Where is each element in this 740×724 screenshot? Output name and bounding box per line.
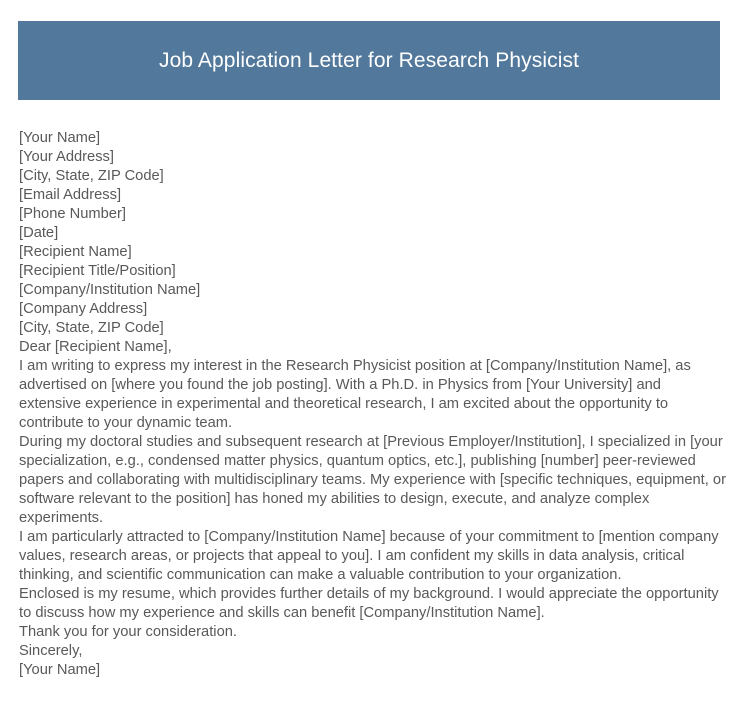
recipient-city-state-zip-line: [City, State, ZIP Code] — [19, 320, 164, 336]
closing-line: Sincerely, — [19, 643, 83, 659]
sender-address-line: [Your Address] — [19, 149, 114, 165]
recipient-title-line: [Recipient Title/Position] — [19, 263, 176, 279]
letter-paragraph-3: I am particularly attracted to [Company/Institution Name] because of your commitment to [mention company values, research areas, or projects that appeal to you]. I am confident my skills in data analysis, critical thinking, and scientific communication can make a valuable contribution to your organization. — [19, 529, 719, 583]
letter-paragraph-4: Enclosed is my resume, which provides further details of my background. I would appreciate the opportunity to discuss how my experience and skills can benefit [Company/Institution Name]. — [19, 586, 719, 621]
letter-paragraph-2: During my doctoral studies and subsequent research at [Previous Employer/Institution], I specialized in [your specialization, e.g., condensed matter physics, quantum optics, etc.], publishing [number] peer-reviewed papers and collaborating with multidisciplinary teams. My experience with [specific techniques, equipment, or software relevant to the position] has honed my abilities to design, execute, and analyze complex experiments. — [19, 434, 726, 526]
recipient-company-line: [Company/Institution Name] — [19, 282, 201, 298]
sender-name-line: [Your Name] — [19, 130, 101, 146]
signature-line: [Your Name] — [19, 662, 101, 678]
letter-paragraph-1: I am writing to express my interest in the Research Physicist position at [Company/Institution Name], as advertised on [where you found the job posting]. With a Ph.D. in Physics from [Your University] and extensive experience in experimental and theoretical research, I am excited about the opportunity to contribute to your dynamic team. — [19, 358, 691, 431]
date-line: [Date] — [19, 225, 59, 241]
sender-city-state-zip-line: [City, State, ZIP Code] — [19, 168, 164, 184]
page-title: Job Application Letter for Research Physicist — [158, 48, 580, 72]
letter-body — [19, 129, 727, 680]
sender-email-line: [Email Address] — [19, 187, 122, 203]
recipient-name-line: [Recipient Name] — [19, 244, 132, 260]
document-header-banner — [18, 21, 720, 100]
letter-paragraph-5: Thank you for your consideration. — [19, 624, 237, 640]
salutation-line: Dear [Recipient Name], — [19, 339, 172, 355]
recipient-address-line: [Company Address] — [19, 301, 148, 317]
sender-phone-line: [Phone Number] — [19, 206, 126, 222]
